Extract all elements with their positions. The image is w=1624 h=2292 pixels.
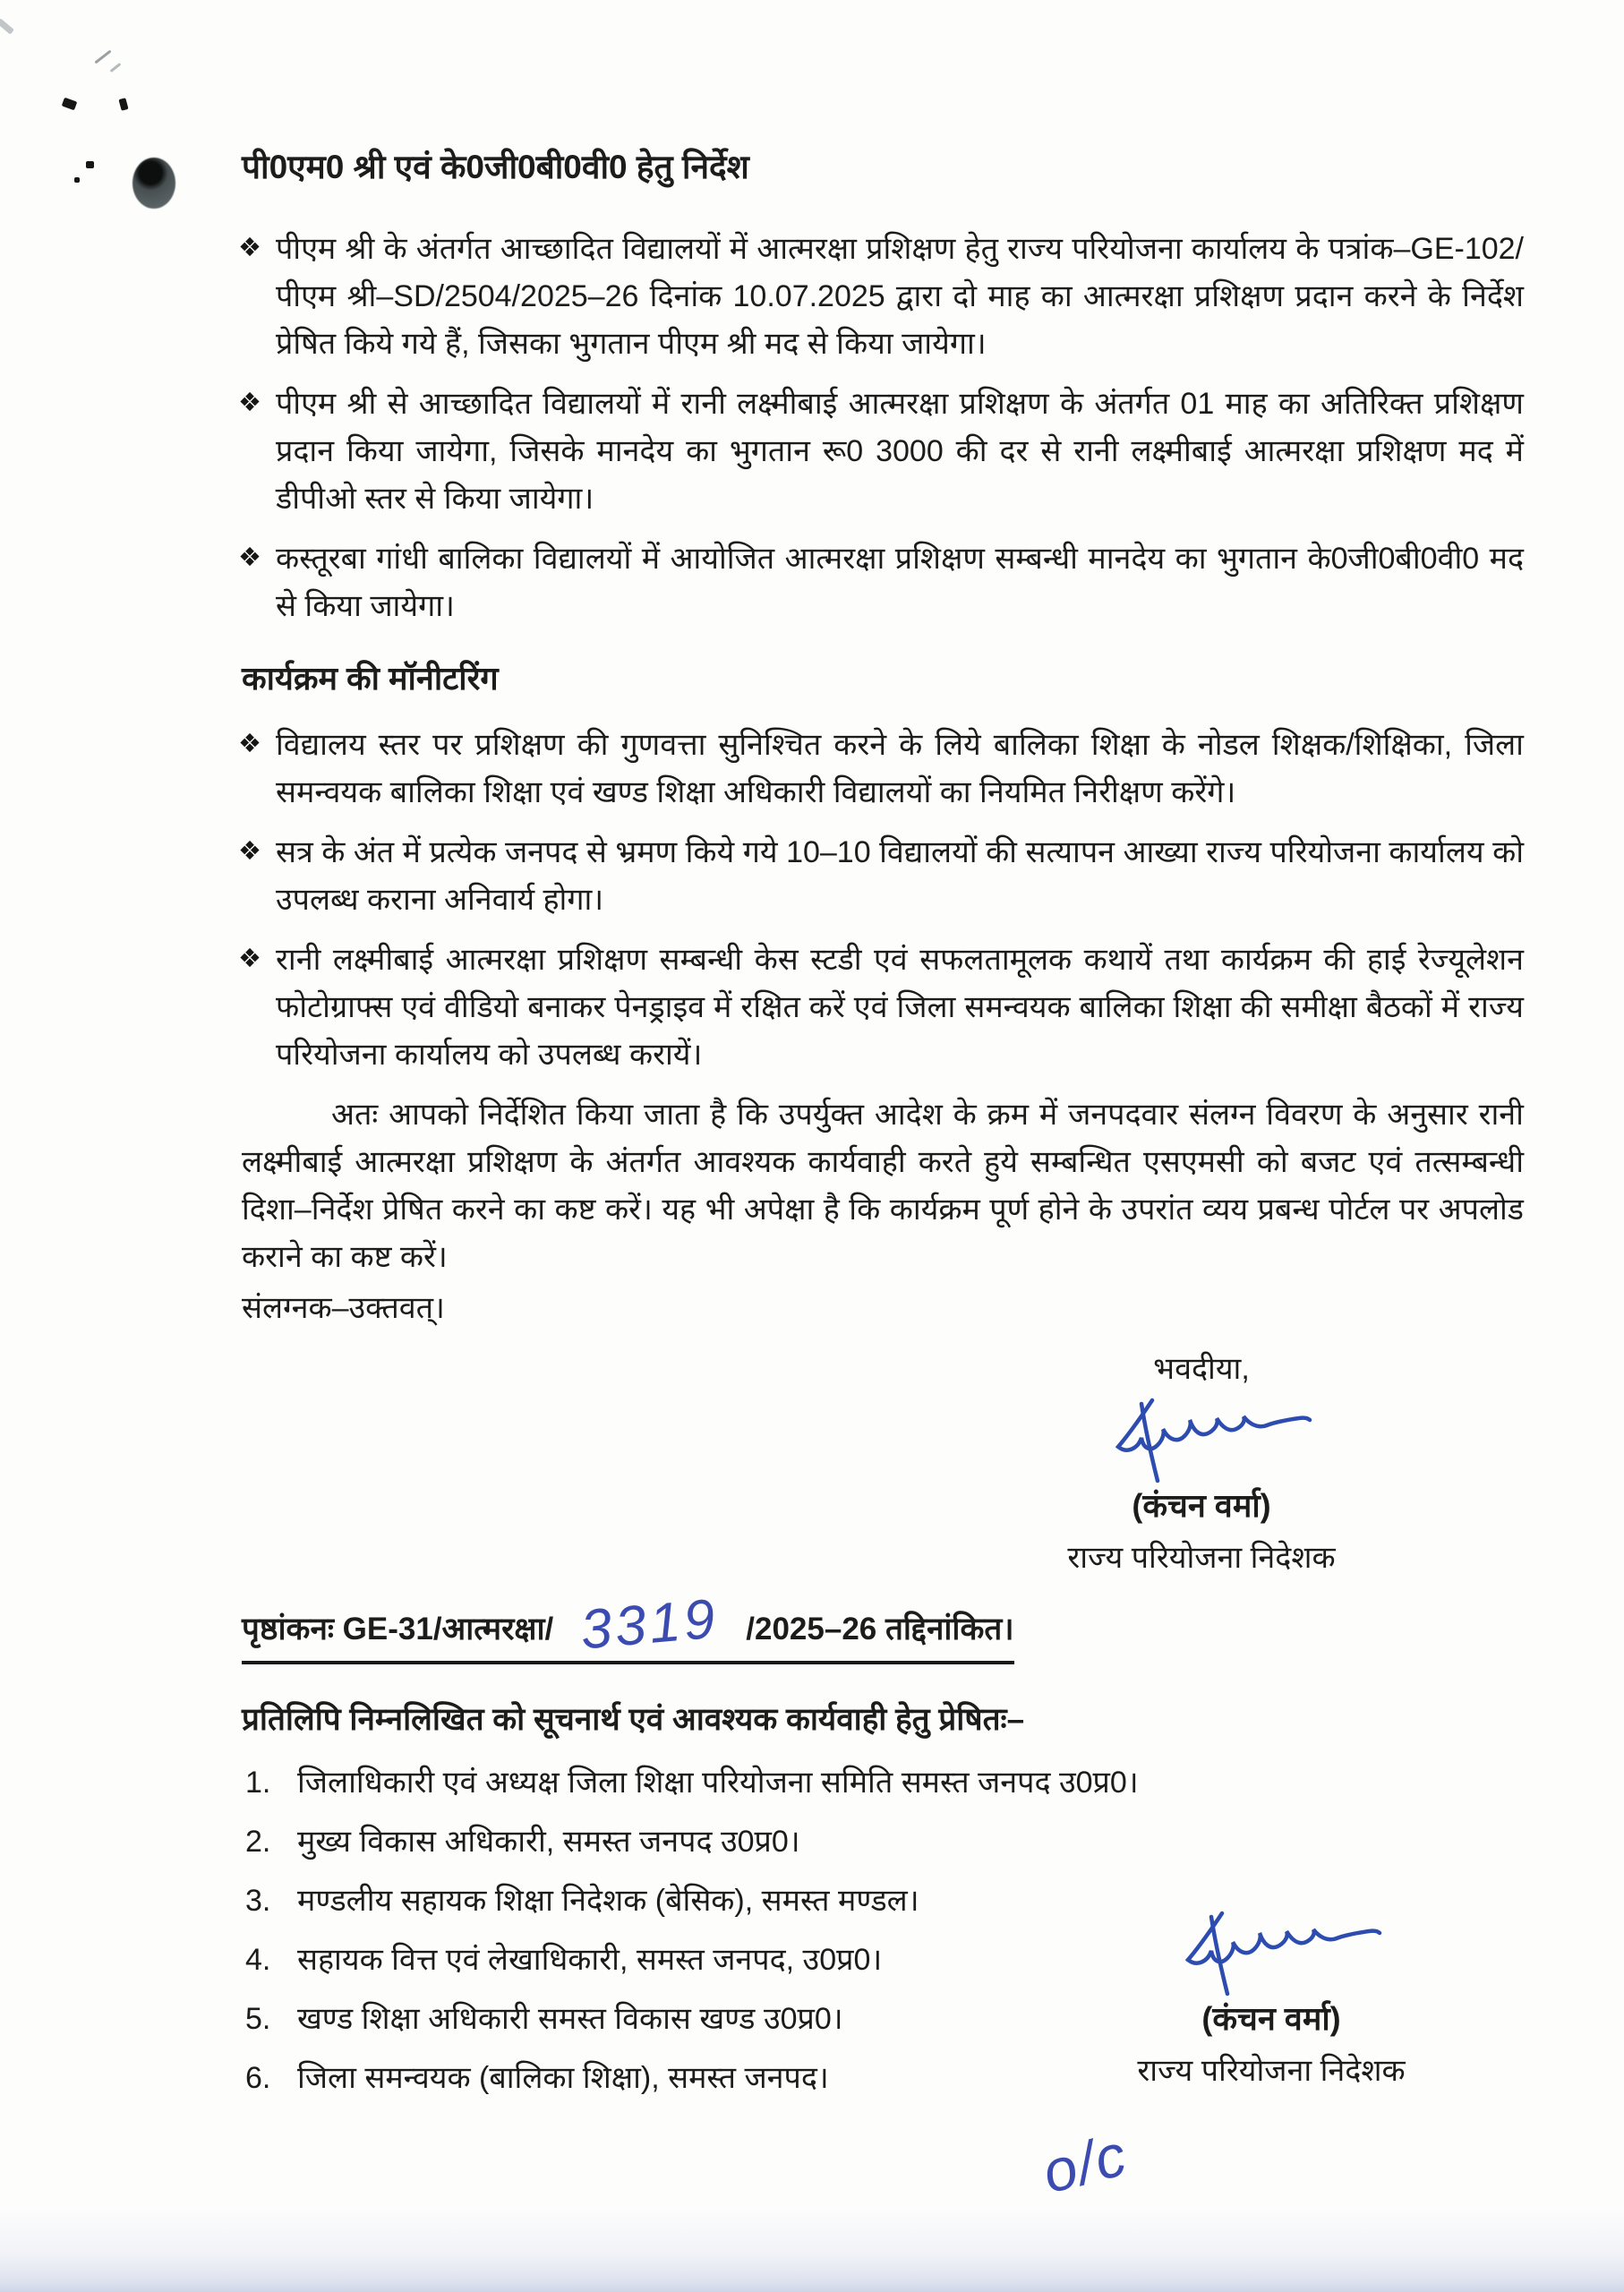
list-number: 6.	[245, 2061, 271, 2096]
diamond-bullet-icon: ❖	[238, 388, 261, 417]
signatory-designation: राज्य परियोजना निदेशक	[1067, 1540, 1336, 1575]
directive-item	[238, 535, 1524, 630]
list-item	[242, 1818, 1524, 1866]
ink-speck	[86, 161, 94, 168]
signature-block-2	[1083, 1910, 1459, 2095]
endorsement-underlined	[242, 1587, 1014, 1665]
ink-speck	[74, 177, 80, 183]
handwritten-dispatch-number: 3319	[578, 1587, 722, 1662]
list-item	[242, 1759, 1524, 1807]
list-number: 2.	[245, 1824, 271, 1859]
list-text: मुख्य विकास अधिकारी, समस्त जनपद उ0प्र0।	[297, 1824, 800, 1859]
handwritten-signature-icon	[1090, 1397, 1313, 1486]
section-heading-monitoring: कार्यक्रम की मॉनीटरिंग	[242, 659, 499, 697]
monitoring-item	[238, 829, 1524, 924]
closing-paragraph: अतः आपको निर्देशित किया जाता है कि उपर्युक्त आदेश के क्रम में जनपदवार संलग्न विवरण के अनुसार रानी लक्ष्मीबाई आत्मरक्षा प्रशिक्षण के अंतर्गत आवश्यक कार्यवाही करते हुये सम्बन्धित एसएमसी को बजट एवं तत्सम्बन्धी दिशा–निर्देश प्रेषित करने का कष्ट करें। यह भी अपेक्षा है कि कार्यक्रम पूर्ण होने के उपरांत व्यय प्रबन्ध पोर्टल पर अपलोड कराने का कष्ट करें।	[242, 1098, 1524, 1275]
signature-block-1	[1013, 1346, 1389, 1582]
endorsement-suffix: /2025–26 तद्दिनांकित।	[746, 1611, 1014, 1646]
list-number: 4.	[245, 1943, 271, 1977]
scan-scratch	[0, 18, 14, 34]
directive-item	[238, 381, 1524, 523]
monitoring-item	[238, 936, 1524, 1079]
diamond-bullet-icon: ❖	[238, 837, 261, 867]
list-number: 1.	[245, 1765, 271, 1800]
handwritten-signature-icon	[1155, 1910, 1388, 1999]
monitoring-text: विद्यालय स्तर पर प्रशिक्षण की गुणवत्ता सुनिश्चित करने के लिये बालिका शिक्षा के नोडल शिक्षक/शिक्षिका, जिला समन्वयक बालिका शिक्षा एवं खण्ड शिक्षा अधिकारी विद्यालयों का नियमित निरीक्षण करेंगे।	[276, 728, 1524, 810]
directive-text: पीएम श्री के अंतर्गत आच्छादित विद्यालयों में आत्मरक्षा प्रशिक्षण हेतु राज्य परियोजना कार्यालय के पत्रांक–GE-102/पीएम श्री–SD/2504/2025–26 दिनांक 10.07.2025 द्वारा दो माह का आत्मरक्षा प्रशिक्षण प्रदान करने के निर्देश प्रेषित किये गये हैं, जिसका भुगतान पीएम श्री मद से किया जायेगा।	[276, 231, 1524, 361]
scan-scratch	[110, 63, 122, 73]
hole-punch-mark	[132, 158, 175, 209]
monitoring-item	[238, 722, 1524, 817]
handwritten-oc-mark: o/c	[1036, 2120, 1134, 2206]
directive-text: पीएम श्री से आच्छादित विद्यालयों में रानी लक्ष्मीबाई आत्मरक्षा प्रशिक्षण के अंतर्गत 01 माह का अतिरिक्त प्रशिक्षण प्रदान किया जायेगा, जिसके मानदेय का भुगतान रू0 3000 की दर से रानी लक्ष्मीबाई आत्मरक्षा प्रशिक्षण मद में डीपीओ स्तर से किया जायेगा।	[276, 386, 1524, 516]
signatory-name: (कंचन वर्मा)	[1132, 1486, 1271, 1524]
endorsement-line	[242, 1587, 1524, 1665]
diamond-bullet-icon: ❖	[238, 233, 261, 262]
scan-edge-shadow	[0, 2207, 1624, 2292]
diamond-bullet-icon: ❖	[238, 543, 261, 572]
signatory-designation: राज्य परियोजना निदेशक	[1137, 2054, 1406, 2089]
ink-speck	[62, 98, 78, 111]
diamond-bullet-icon: ❖	[238, 730, 261, 759]
endorsement-prefix: पृष्ठांकनः GE-31/आत्मरक्षा/	[242, 1611, 554, 1646]
enclosure-line: संलग्नक–उक्तवत्।	[242, 1291, 445, 1326]
salutation: भवदीया,	[1153, 1351, 1250, 1386]
copy-forward-heading: प्रतिलिपि निम्नलिखित को सूचनार्थ एवं आवश्यक कार्यवाही हेतु प्रेषितः–	[242, 1702, 1025, 1738]
signatory-name: (कंचन वर्मा)	[1201, 1999, 1341, 2037]
list-text: खण्ड शिक्षा अधिकारी समस्त विकास खण्ड उ0प्र0।	[297, 2002, 843, 2037]
list-text: सहायक वित्त एवं लेखाधिकारी, समस्त जनपद, उ0प्र0।	[297, 1943, 883, 1977]
directive-item	[238, 226, 1524, 368]
monitoring-text: रानी लक्ष्मीबाई आत्मरक्षा प्रशिक्षण सम्बन्धी केस स्टडी एवं सफलतामूलक कथायें तथा कार्यक्रम की हाई रेज्यूलेशन फोटोग्राफ्स एवं वीडियो बनाकर पेनड्राइव में रक्षित करें एवं जिला समन्वयक बालिका शिक्षा की समीक्षा बैठकों में राज्य परियोजना कार्यालय को उपलब्ध करायें।	[276, 943, 1524, 1073]
letter-body	[238, 141, 1524, 2292]
list-text: जिला समन्वयक (बालिका शिक्षा), समस्त जनपद।	[297, 2061, 829, 2096]
list-number: 3.	[245, 1883, 271, 1918]
list-text: मण्डलीय सहायक शिक्षा निदेशक (बेसिक), समस्त मण्डल।	[297, 1883, 919, 1918]
list-text: जिलाधिकारी एवं अध्यक्ष जिला शिक्षा परियोजना समिति समस्त जनपद उ0प्र0।	[297, 1765, 1139, 1800]
ink-speck	[118, 98, 128, 111]
scan-scratch	[94, 50, 111, 64]
directive-text: कस्तूरबा गांधी बालिका विद्यालयों में आयोजित आत्मरक्षा प्रशिक्षण सम्बन्धी मानदेय का भुगतान के0जी0बी0वी0 मद से किया जायेगा।	[276, 541, 1524, 623]
section-heading-pm-shri-kgbv: पी0एम0 श्री एवं के0जी0बी0वी0 हेतु निर्देश	[242, 149, 749, 185]
monitoring-text: सत्र के अंत में प्रत्येक जनपद से भ्रमण किये गये 10–10 विद्यालयों की सत्यापन आख्या राज्य परियोजना कार्यालय को उपलब्ध कराना अनिवार्य होगा।	[276, 835, 1524, 918]
list-number: 5.	[245, 2002, 271, 2037]
diamond-bullet-icon: ❖	[238, 945, 261, 974]
